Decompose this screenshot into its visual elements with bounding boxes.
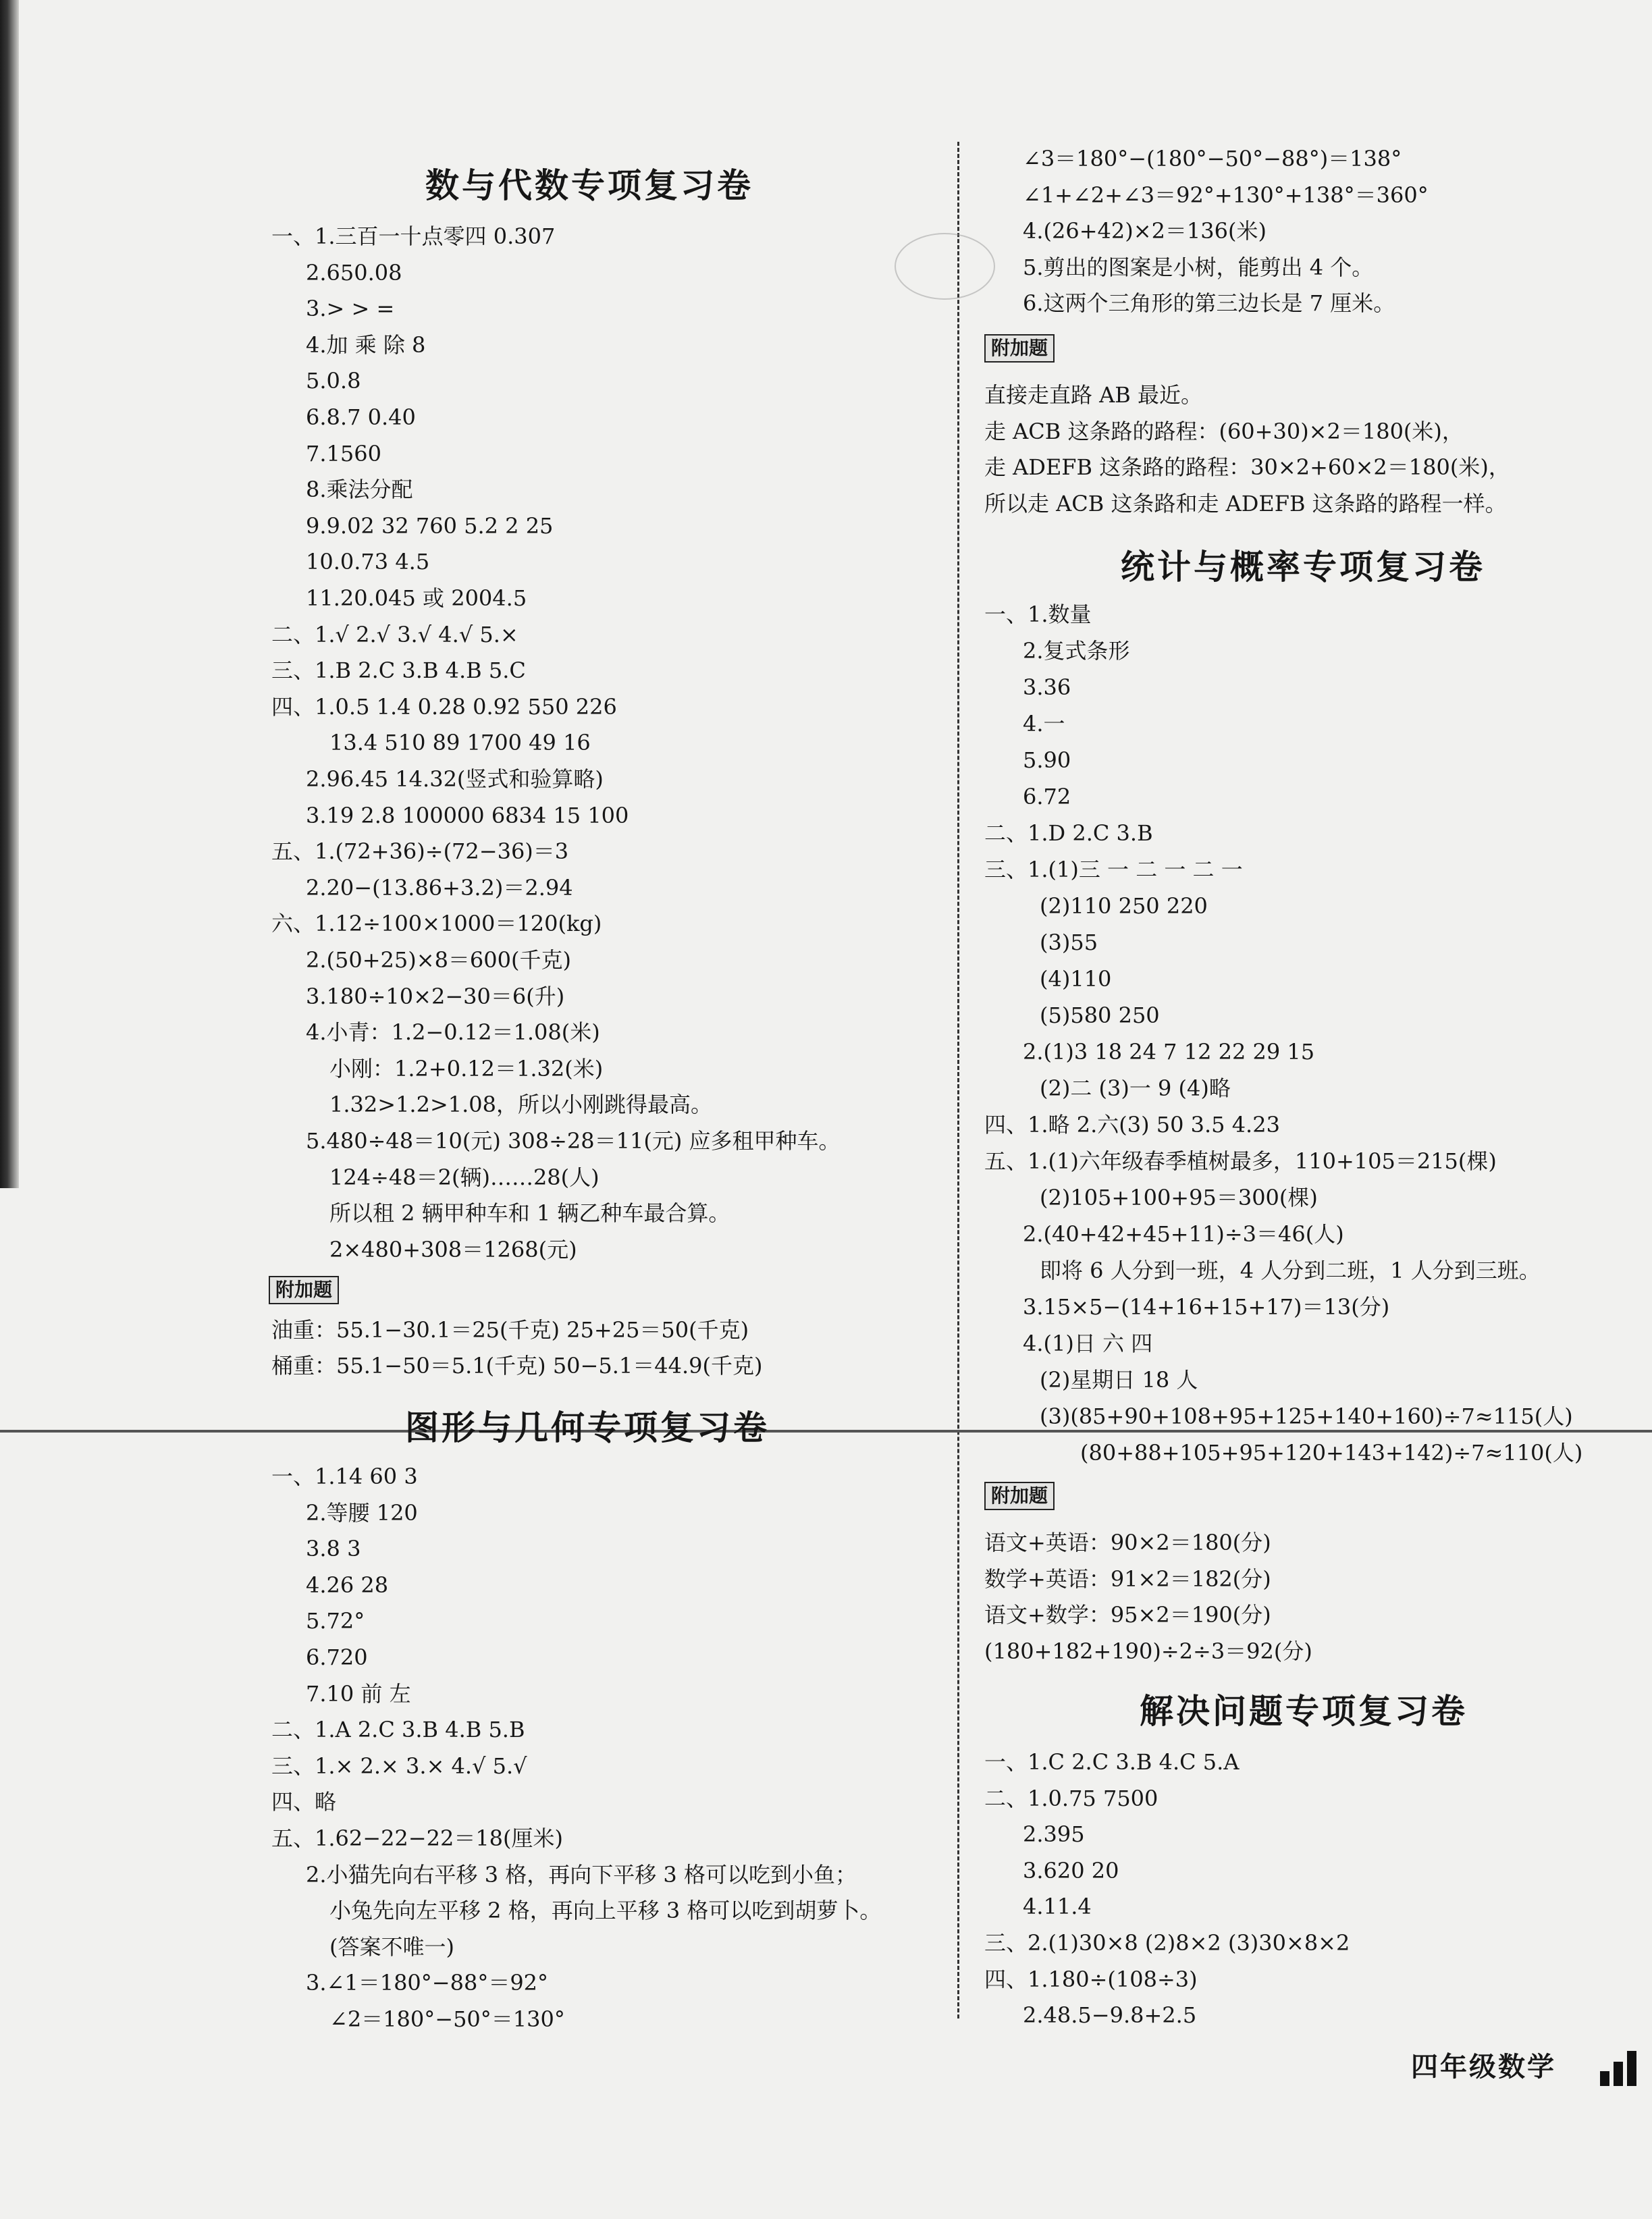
answer-line: 所以租 2 辆甲种车和 1 辆乙种车最合算。 xyxy=(329,1200,730,1227)
answer-line: ∠1+∠2+∠3＝92°+130°+138°＝360° xyxy=(1023,182,1429,208)
answer-line: 五、1.(72+36)÷(72−36)＝3 xyxy=(271,838,569,865)
answer-line: 2.96.45 14.32(竖式和验算略) xyxy=(306,766,604,792)
answer-line: 2.(50+25)×8＝600(千克) xyxy=(306,947,571,973)
answer-line: 一、1.C 2.C 3.B 4.C 5.A xyxy=(984,1749,1240,1775)
answer-line: ∠3＝180°−(180°−50°−88°)＝138° xyxy=(1023,146,1402,171)
answer-line: 4.加 乘 除 8 xyxy=(306,331,426,358)
answer-line: 一、1.三百一十点零四 0.307 xyxy=(271,223,556,249)
answer-line: (2)二 (3)一 9 (4)略 xyxy=(1040,1075,1231,1101)
answer-line: 3.19 2.8 100000 6834 15 100 xyxy=(306,802,629,828)
answer-line: (2)星期日 18 人 xyxy=(1040,1367,1198,1393)
answer-line: 2.395 xyxy=(1023,1821,1085,1848)
answer-line: 六、1.12÷100×1000＝120(kg) xyxy=(271,911,602,937)
answer-line: 4.一 xyxy=(1023,711,1065,737)
answer-line: 走 ADEFB 这条路的路程：30×2+60×2＝180(米)， xyxy=(984,454,1510,480)
answer-line: 五、1.(1)六年级春季植树最多，110+105＝215(棵) xyxy=(984,1148,1497,1174)
answer-line: 6.8.7 0.40 xyxy=(306,404,416,430)
answer-line: 3.180÷10×2−30＝6(升) xyxy=(306,983,565,1009)
answer-line: (4)110 xyxy=(1040,966,1112,992)
answer-line: 四、1.0.5 1.4 0.28 0.92 550 226 xyxy=(271,693,617,720)
answer-line: 6.这两个三角形的第三边长是 7 厘米。 xyxy=(1023,290,1395,317)
answer-line: 4.(26+42)×2＝136(米) xyxy=(1023,218,1267,244)
answer-line: 2.小猫先向右平移 3 格，再向下平移 3 格可以吃到小鱼； xyxy=(306,1861,857,1888)
answer-line: 小刚：1.2+0.12＝1.32(米) xyxy=(329,1055,604,1081)
column-divider xyxy=(957,142,959,2019)
answer-line: 13.4 510 89 1700 49 16 xyxy=(329,730,591,756)
section-title-geometry: 图形与几何专项复习卷 xyxy=(405,1408,770,1447)
answer-line: ∠2＝180°−50°＝130° xyxy=(329,2006,565,2032)
answer-line: 2.等腰 120 xyxy=(306,1499,418,1526)
answer-line: (答案不唯一) xyxy=(329,1933,454,1960)
answer-line: 3.15×5−(14+16+15+17)＝13(分) xyxy=(1023,1294,1390,1320)
answer-line: 桶重：55.1−50＝5.1(千克) 50−5.1＝44.9(千克) xyxy=(271,1353,763,1379)
answer-line: 2.48.5−9.8+2.5 xyxy=(1023,2002,1197,2029)
answer-line: 即将 6 人分到一班，4 人分到二班，1 人分到三班。 xyxy=(1040,1258,1541,1283)
answer-line: 2.复式条形 xyxy=(1023,638,1130,664)
answer-line: 4.(1)日 六 四 xyxy=(1023,1331,1153,1356)
answer-line: 10.0.73 4.5 xyxy=(306,549,430,575)
stamp-watermark xyxy=(895,233,995,300)
answer-line: 2.(40+42+45+11)÷3＝46(人) xyxy=(1023,1221,1344,1247)
answer-line: 走 ACB 这条路的路程：(60+30)×2＝180(米)， xyxy=(984,418,1464,444)
answer-line: 三、2.(1)30×8 (2)8×2 (3)30×8×2 xyxy=(984,1930,1350,1956)
answer-line: 五、1.62−22−22＝18(厘米) xyxy=(271,1825,564,1851)
answer-line: 2×480+308＝1268(元) xyxy=(329,1236,577,1262)
answer-line: 语文+英语：90×2＝180(分) xyxy=(984,1530,1271,1555)
answer-line: 4.26 28 xyxy=(306,1572,389,1598)
extra-question-tag: 附加题 xyxy=(269,1276,339,1304)
answer-line: 2.(1)3 18 24 7 12 22 29 15 xyxy=(1023,1039,1315,1065)
answer-line: (2)110 250 220 xyxy=(1040,893,1208,919)
section-title-problem-solving: 解决问题专项复习卷 xyxy=(1140,1692,1468,1731)
answer-line: 5.剪出的图案是小树，能剪出 4 个。 xyxy=(1023,254,1374,280)
answer-line: 2.650.08 xyxy=(306,259,402,286)
answer-line: 所以走 ACB 这条路和走 ADEFB 这条路的路程一样。 xyxy=(984,490,1507,516)
answer-line: 4.11.4 xyxy=(1023,1894,1092,1920)
answer-line: 5.480÷48＝10(元) 308÷28＝11(元) 应多租甲种车。 xyxy=(306,1128,841,1154)
horizontal-rule xyxy=(0,1430,1652,1433)
answer-line: 3.∠1＝180°−88°＝92° xyxy=(306,1970,549,1996)
bar-logo-icon xyxy=(1600,2046,1647,2086)
answer-line: 5.0.8 xyxy=(306,368,361,394)
answer-line: 二、1.√ 2.√ 3.√ 4.√ 5.× xyxy=(271,621,518,647)
answer-line: 小兔先向左平移 2 格，再向上平移 3 格可以吃到胡萝卜。 xyxy=(329,1898,882,1924)
answer-line: 5.90 xyxy=(1023,747,1071,773)
answer-line: 9.9.02 32 760 5.2 2 25 xyxy=(306,512,554,539)
answer-line: (5)580 250 xyxy=(1040,1002,1160,1028)
answer-line: 4.小青：1.2−0.12＝1.08(米) xyxy=(306,1019,600,1046)
scan-edge xyxy=(0,0,19,1188)
answer-line: 124÷48＝2(辆)……28(人) xyxy=(329,1164,599,1190)
footer-grade-label: 四年级数学 xyxy=(1411,2052,1556,2083)
section-title-algebra: 数与代数专项复习卷 xyxy=(425,166,753,205)
answer-line: 二、1.D 2.C 3.B xyxy=(984,820,1153,846)
answer-line: 三、1.B 2.C 3.B 4.B 5.C xyxy=(271,658,526,684)
answer-line: 四、1.略 2.六(3) 50 3.5 4.23 xyxy=(984,1112,1280,1138)
answer-line: 1.32>1.2>1.08，所以小刚跳得最高。 xyxy=(329,1092,713,1118)
answer-line: 3.36 xyxy=(1023,674,1071,700)
answer-line: 6.720 xyxy=(306,1645,368,1670)
answer-line: 7.1560 xyxy=(306,440,381,466)
answer-line: 四、1.180÷(108÷3) xyxy=(984,1966,1198,1992)
answer-line: 8.乘法分配 xyxy=(306,477,413,503)
answer-line: 5.72° xyxy=(306,1608,365,1634)
answer-line: 一、1.数量 xyxy=(984,601,1092,627)
answer-line: (2)105+100+95＝300(棵) xyxy=(1040,1185,1318,1210)
answer-line: 二、1.A 2.C 3.B 4.B 5.B xyxy=(271,1717,525,1743)
answer-line: 语文+数学：95×2＝190(分) xyxy=(984,1602,1271,1628)
extra-question-tag: 附加题 xyxy=(984,1482,1055,1510)
answer-line: 数学+英语：91×2＝182(分) xyxy=(984,1566,1271,1592)
extra-question-tag: 附加题 xyxy=(984,334,1055,363)
answer-line: 6.72 xyxy=(1023,784,1071,809)
answer-line: (80+88+105+95+120+143+142)÷7≈110(人) xyxy=(1080,1440,1583,1466)
answer-line: 3.620 20 xyxy=(1023,1857,1119,1883)
answer-line: 3.> > = xyxy=(306,296,395,322)
answer-line: 3.8 3 xyxy=(306,1536,361,1562)
answer-line: 四、略 xyxy=(271,1789,337,1815)
answer-line: 11.20.045 或 2004.5 xyxy=(306,585,527,611)
answer-line: 三、1.× 2.× 3.× 4.√ 5.√ xyxy=(271,1753,527,1779)
answer-line: 一、1.14 60 3 xyxy=(271,1464,418,1489)
answer-line: 油重：55.1−30.1＝25(千克) 25+25＝50(千克) xyxy=(271,1317,749,1343)
answer-line: 7.10 前 左 xyxy=(306,1680,411,1707)
answer-line: 2.20−(13.86+3.2)＝2.94 xyxy=(306,874,573,901)
answer-line: 三、1.(1)三 一 二 一 二 一 xyxy=(984,857,1243,882)
answer-line: (3)(85+90+108+95+125+140+160)÷7≈115(人) xyxy=(1040,1403,1573,1429)
section-title-statistics: 统计与概率专项复习卷 xyxy=(1121,547,1485,587)
answer-line: 直接走直路 AB 最近。 xyxy=(984,382,1202,408)
answer-line: 二、1.0.75 7500 xyxy=(984,1785,1158,1811)
answer-line: (180+182+190)÷2÷3＝92(分) xyxy=(984,1638,1312,1664)
answer-line: (3)55 xyxy=(1040,930,1098,955)
